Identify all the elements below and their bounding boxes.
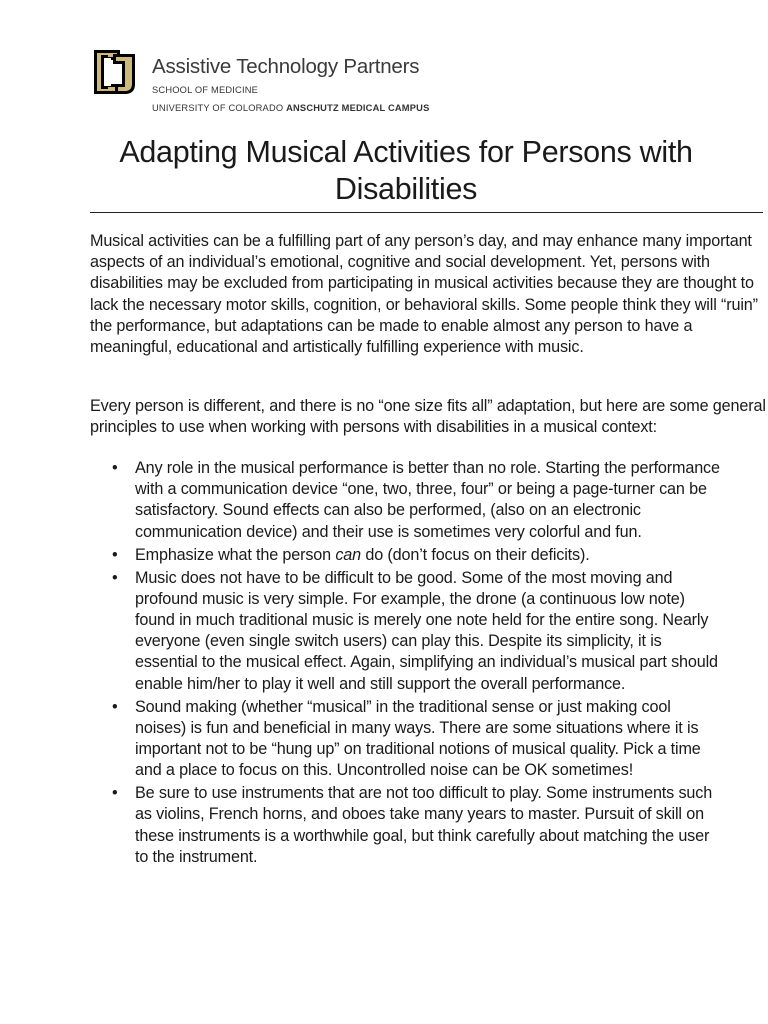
list-item-text: Any role in the musical performance is better than no role. Starting the performance with a communication device “one, two, three, four” or being a page-turner can be satisfactory. Sound effects can also be performed, (also on an electronic communication device) and their use is sometimes very colorful and fun. [135,459,720,541]
bullet-marker: • [112,784,118,803]
principles-list [112,458,722,870]
org-block [152,46,429,115]
campus-name: ANSCHUTZ MEDICAL CAMPUS [286,103,430,113]
intro-paragraph: Musical activities can be a fulfilling part of any person’s day, and may enhance many important aspects of an individual’s emotional, cognitive and social development. Yet, persons with disabilities may be excluded from participating in musical activities because they are thought to lack the necessary motor skills, cognition, or behavioral skills. Some people think they will “ruin” the performance, but adaptations can be made to enable almost any person to have a meaningful, educational and artistically fulfilling experience with music. [90,232,758,357]
university-line [152,102,429,115]
bullet-marker: • [112,697,118,716]
list-item-text [135,546,590,564]
list-item [112,568,722,695]
list-item [112,697,722,782]
document-title: Adapting Musical Activities for Persons with Disabilities [119,135,693,206]
bullet-marker: • [112,568,118,587]
title-divider [90,212,763,213]
principles-intro-paragraph: Every person is different, and there is no “one size fits all” adaptation, but here are some general principles to use when working with persons with disabilities in a musical context: [90,397,766,437]
list-item-text: Music does not have to be difficult to be good. Some of the most moving and profound music is very simple. For example, the drone (a continuous low note) found in much traditional music is merely one note held for the entire song. Nearly everyone (even single switch users) can play this. Despite its simplicity, it is essential to the musical effect. Again, simplifying an individual’s musical part should enable him/her to play it well and still support the overall performance. [135,568,718,693]
list-item-text: Be sure to use instruments that are not too difficult to play. Some instruments such as violins, French horns, and oboes take many years to master. Pursuit of skill on these instruments is a worthwhile goal, but think carefully about matching the user to the instrument. [135,784,713,866]
list-item-text-part: do (don’t focus on their deficits). [361,545,590,564]
school-name: SCHOOL OF MEDICINE [152,85,259,95]
bullet-marker: • [112,545,118,564]
emphasis-text: can [335,545,362,564]
university-name: UNIVERSITY OF COLORADO [152,103,284,113]
bullet-marker: • [112,459,118,477]
cu-logo-icon [89,46,139,98]
list-item [112,783,722,868]
list-item-text: Sound making (whether “musical” in the traditional sense or just making cool noises) is fun and beneficial in many ways. There are some situations where it is important not to be “hung up” on traditional notions of musical quality. Pick a time and a place to focus on this. Uncontrolled noise can be OK sometimes! [135,697,701,780]
list-item [112,545,722,566]
list-item [112,458,722,543]
org-name: Assistive Technology Partners [152,55,420,78]
list-item-text-part: Emphasize what the person [135,545,336,564]
